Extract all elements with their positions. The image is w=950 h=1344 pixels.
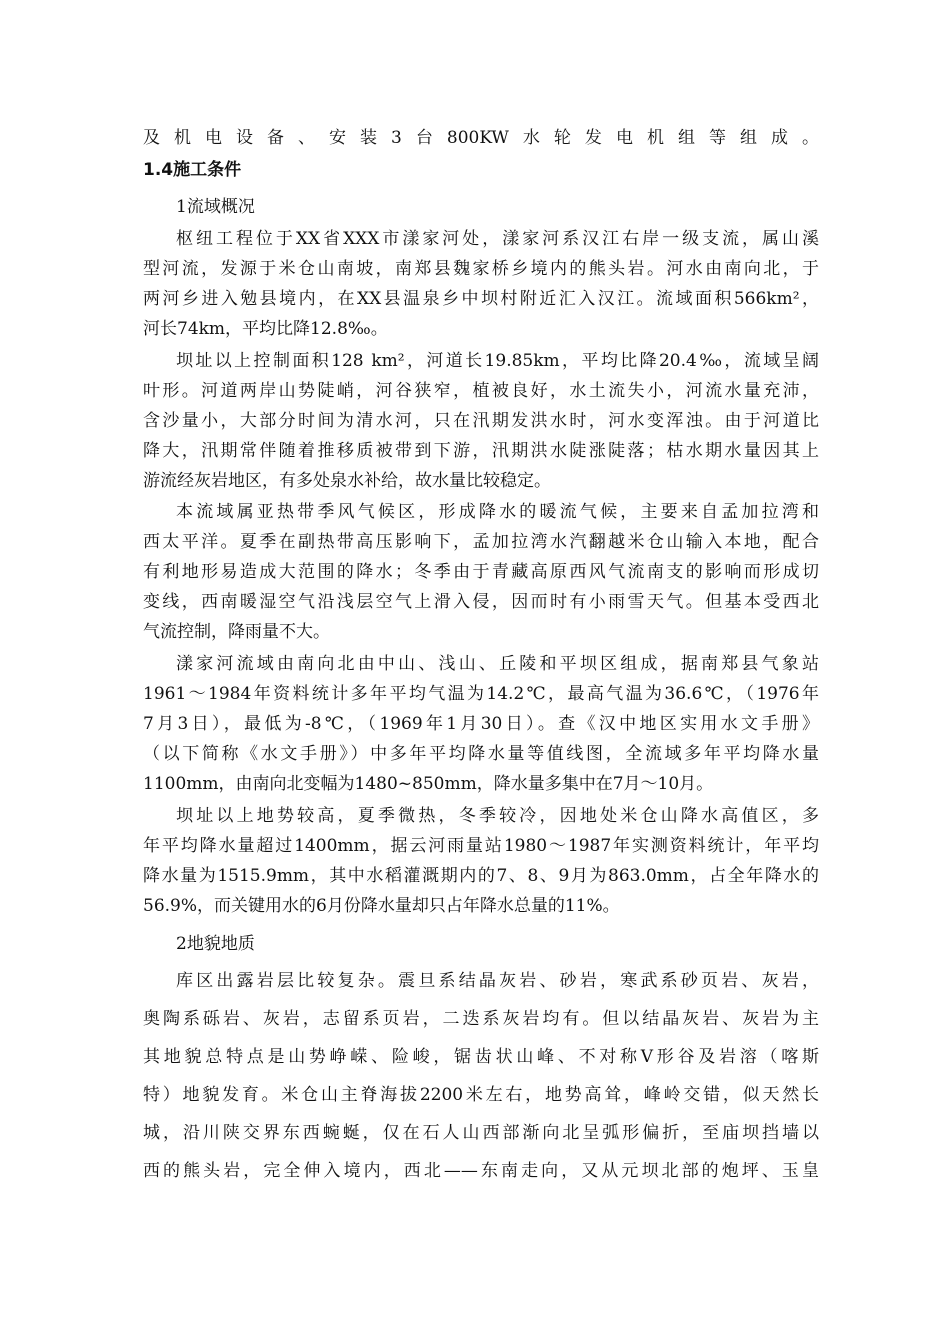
text-line: 城，沿川陕交界东西蜿蜒，仅在石人山西部渐向北呈弧形偏折，至庙坝挡墙以 [143, 1123, 819, 1143]
text-line: 变线，西南暖湿空气沿浅层空气上滑入侵，因而时有小雨雪天气。但基本受西北 [143, 592, 819, 612]
text-line: 河长74km，平均比降12.8‰。 [143, 319, 388, 339]
text-line: （以下简称《水文手册》）中多年平均降水量等值线图，全流域多年平均降水量 [143, 744, 819, 764]
text-line: 坝址以上控制面积128 km²，河道长19.85km，平均比降20.4‰，流域呈阔 [176, 351, 819, 371]
text-line: 1961～1984年资料统计多年平均气温为14.2℃，最高气温为36.6℃，（1976年 [143, 684, 819, 704]
text-line: 库区出露岩层比较复杂。震旦系结晶灰岩、砂岩，寒武系砂页岩、灰岩， [176, 971, 819, 991]
text-line: 本流域属亚热带季风气候区，形成降水的暖流气候，主要来自孟加拉湾和 [176, 502, 819, 522]
subsection-title: 1流域概况 [176, 197, 255, 217]
text-line: 西太平洋。夏季在副热带高压影响下，孟加拉湾水汽翻越米仓山输入本地，配合 [143, 532, 819, 552]
text-line: 年平均降水量超过1400mm，据云河雨量站1980～1987年实测资料统计，年平均 [143, 836, 819, 856]
text-line: 两河乡进入勉县境内，在XX县温泉乡中坝村附近汇入汉江。流域面积566km²， [143, 289, 819, 309]
text-line: 其地貌总特点是山势峥嵘、险峻，锯齿状山峰、不对称V形谷及岩溶（喀斯 [143, 1047, 819, 1067]
text-line: 有利地形易造成大范围的降水；冬季由于青藏高原西风气流南支的影响而形成切 [143, 562, 819, 582]
subsection-title: 2地貌地质 [176, 934, 255, 954]
text-line: 西的熊头岩，完全伸入境内，西北——东南走向，又从元坝北部的炮坪、玉皇 [143, 1161, 819, 1181]
text-line: 叶形。河道两岸山势陡峭，河谷狭窄，植被良好，水土流失小，河流水量充沛， [143, 381, 819, 401]
text-line: 特）地貌发育。米仓山主脊海拔2200米左右，地势高耸，峰岭交错，似天然长 [143, 1085, 819, 1105]
text-line: 降水量为1515.9mm，其中水稻灌溉期内的7、8、9月为863.0mm，占全年降水的 [143, 866, 819, 886]
text-line: 及机电设备、安装3台800KW水轮发电机组等组成。 [143, 128, 819, 148]
text-line: 1100mm，由南向北变幅为1480~850mm，降水量多集中在7月～10月。 [143, 774, 714, 794]
text-line [143, 1194, 819, 1224]
text-line: 7月3日），最低为-8℃，（1969年1月30日）。查《汉中地区实用水文手册》 [143, 714, 819, 734]
text-line: 坝址以上地势较高，夏季微热，冬季较冷，因地处米仓山降水高值区，多 [176, 806, 819, 826]
section-heading: 1.4施工条件 [143, 160, 242, 180]
text-line: 含沙量小，大部分时间为清水河，只在汛期发洪水时，河水变浑浊。由于河道比 [143, 411, 819, 431]
text-line: 56.9%，而关键用水的6月份降水量却只占年降水总量的11%。 [143, 896, 620, 916]
text-line: 型河流，发源于米仓山南坡，南郑县魏家桥乡境内的熊头岩。河水由南向北，于 [143, 259, 819, 279]
text-line: 气流控制，降雨量不大。 [143, 622, 330, 642]
text-line: 游流经灰岩地区，有多处泉水补给，故水量比较稳定。 [143, 471, 551, 491]
text-line: 奥陶系砾岩、灰岩，志留系页岩，二迭系灰岩均有。但以结晶灰岩、灰岩为主 [143, 1009, 819, 1029]
text-line: 降大，汛期常伴随着推移质被带到下游，汛期洪水陡涨陡落；枯水期水量因其上 [143, 441, 819, 461]
text-line: 枢纽工程位于XX省XXX市漾家河处，漾家河系汉江右岸一级支流，属山溪 [176, 229, 819, 249]
text-line: 漾家河流域由南向北由中山、浅山、丘陵和平坝区组成，据南郑县气象站 [176, 654, 819, 674]
